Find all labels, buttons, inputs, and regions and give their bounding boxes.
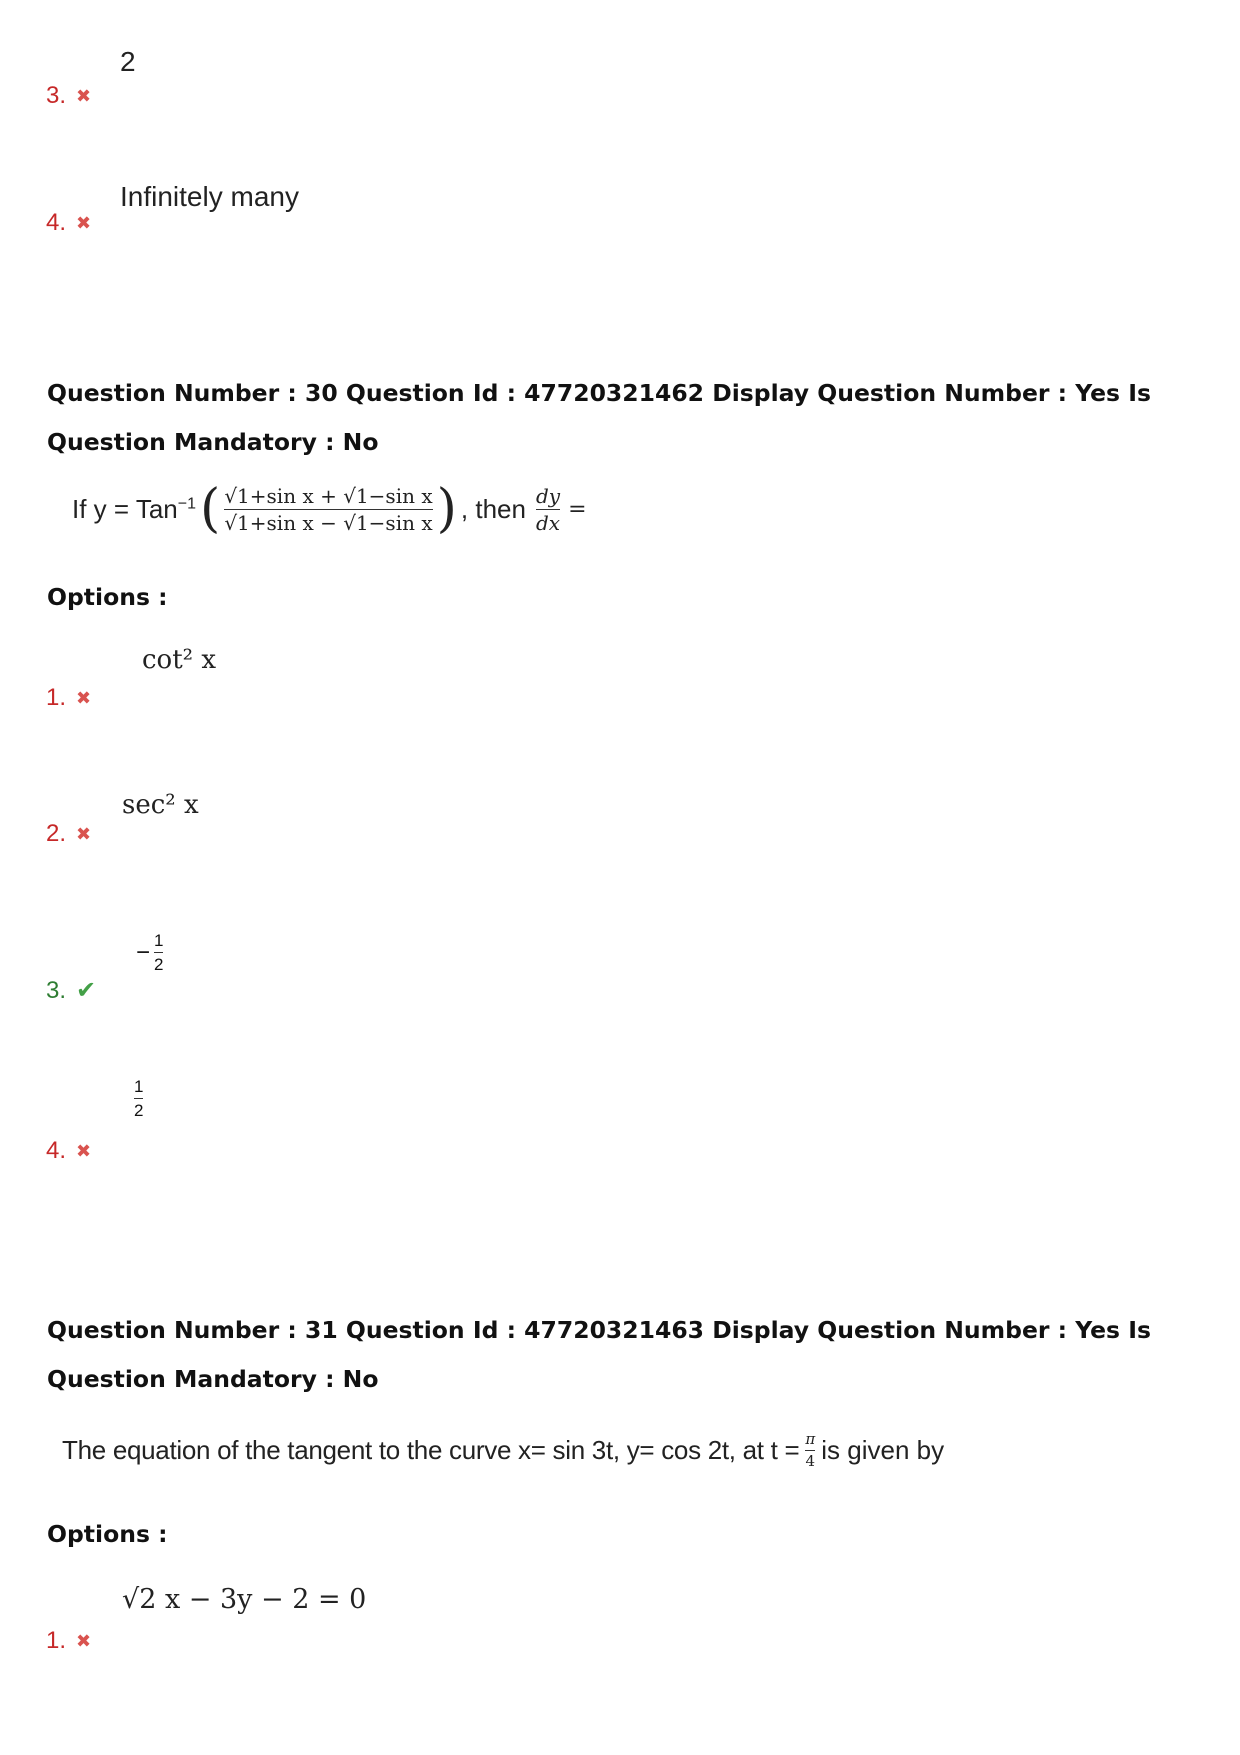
- minus-sign: −: [136, 938, 151, 966]
- option-number: 4.: [46, 1137, 67, 1164]
- stem-equals: =: [568, 496, 587, 522]
- q30-option-3: [46, 977, 96, 1005]
- q30-option-2-text: sec² x: [122, 790, 199, 820]
- stem-text: The equation of the tangent to the curve x= sin 3t, y= cos 2t, at t =: [62, 1435, 800, 1465]
- pi: π: [805, 1430, 816, 1448]
- cross-mark-icon: ✖: [76, 1141, 92, 1161]
- frac-den: 2: [134, 1101, 144, 1120]
- prev-option-3: [46, 82, 91, 110]
- cross-mark-icon: ✖: [76, 86, 92, 106]
- q30-option-4-text: [134, 1078, 143, 1119]
- stem-suffix: is given by: [821, 1435, 945, 1465]
- stem-exponent: −1: [177, 494, 197, 512]
- option-number: 1.: [46, 1627, 67, 1654]
- dy: dy: [535, 483, 561, 508]
- q30-option-1: [46, 684, 91, 712]
- frac-num: 1: [154, 931, 164, 950]
- options-label: Options :: [47, 1520, 168, 1548]
- question-31-stem: [62, 1432, 944, 1469]
- cross-mark-icon: ✖: [76, 213, 92, 233]
- den-a: √1+sin x: [224, 510, 314, 535]
- den-b: √1−sin x: [343, 510, 433, 535]
- q30-option-1-text: cot² x: [142, 645, 217, 675]
- question-31-header: Question Number : 31 Question Id : 47720321463 Display Question Number : Yes Is Question Mandatory : No: [47, 1316, 1151, 1393]
- q30-option-3-text: [136, 932, 163, 973]
- option-number: 2.: [46, 820, 67, 847]
- q31-option-1-text: √2 x − 3y − 2 = 0: [122, 1584, 367, 1615]
- check-mark-icon: ✔: [76, 977, 97, 1004]
- option-number: 3.: [46, 977, 67, 1004]
- four: 4: [805, 1452, 816, 1470]
- options-label: Options :: [47, 583, 168, 611]
- option-number: 1.: [46, 684, 67, 711]
- q30-option-4: [46, 1137, 91, 1165]
- prev-option-3-text: 2: [120, 46, 136, 77]
- stem-prefix: If y = Tan: [72, 493, 178, 524]
- option-number: 3.: [46, 82, 67, 109]
- num-a: √1+sin x: [224, 483, 314, 508]
- frac-den: 2: [154, 955, 164, 974]
- num-plus: +: [320, 483, 337, 508]
- question-30-header: Question Number : 30 Question Id : 47720321462 Display Question Number : Yes Is Question Mandatory : No: [47, 379, 1151, 456]
- cross-mark-icon: ✖: [76, 824, 92, 844]
- dx: dx: [535, 510, 561, 535]
- num-b: √1−sin x: [343, 483, 433, 508]
- frac-num: 1: [134, 1077, 144, 1096]
- q31-option-1: [46, 1627, 91, 1655]
- prev-option-4-text: Infinitely many: [120, 181, 299, 212]
- prev-option-4: [46, 209, 91, 237]
- cross-mark-icon: ✖: [76, 1631, 92, 1651]
- option-number: 4.: [46, 209, 67, 236]
- den-minus: −: [320, 510, 337, 535]
- q30-option-2: [46, 820, 91, 848]
- question-30-stem: If y = Tan$^{-1}$ ( $\frac{\text{√1+sin x + √1−sin x}}{\text{√1+sin x − √1−sin x}}$ ) , then $\frac{dy}{dx}$ =: [72, 479, 587, 539]
- cross-mark-icon: ✖: [76, 688, 92, 708]
- stem-then: , then: [460, 493, 526, 524]
